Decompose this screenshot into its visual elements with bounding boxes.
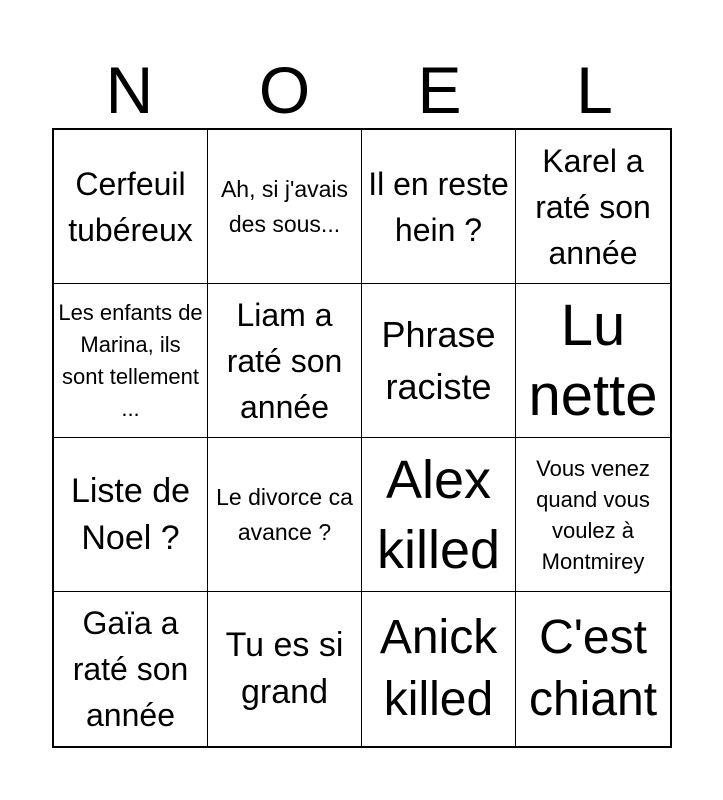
- bingo-cell[interactable]: [54, 284, 208, 438]
- cell-text: Il en reste hein ?: [368, 165, 509, 248]
- bingo-cell[interactable]: [362, 438, 516, 592]
- cell-text: Le divorce ca avance ?: [216, 483, 353, 545]
- cell-text: Les enfants de Marina, ils sont tellement ...: [58, 299, 203, 421]
- bingo-cell[interactable]: [208, 130, 362, 284]
- bingo-cell[interactable]: [362, 592, 516, 746]
- bingo-cell[interactable]: [516, 284, 670, 438]
- header-letter-e: E: [417, 53, 462, 127]
- bingo-cell[interactable]: [362, 284, 516, 438]
- bingo-header: [52, 52, 672, 128]
- bingo-cell[interactable]: [516, 592, 670, 746]
- cell-text: Karel a raté son année: [535, 142, 651, 271]
- cell-text: Phrase raciste: [381, 313, 496, 407]
- cell-text: Liste de Noel ?: [70, 471, 191, 557]
- cell-text: Liam a raté son année: [226, 296, 343, 425]
- cell-text: Tu es si grand: [225, 626, 344, 711]
- cell-text: Vous venez quand vous voulez à Montmirey: [536, 455, 650, 574]
- header-letter-n: N: [105, 53, 154, 127]
- bingo-cell[interactable]: [516, 438, 670, 592]
- bingo-cell[interactable]: [54, 130, 208, 284]
- bingo-cell[interactable]: [208, 592, 362, 746]
- bingo-cell[interactable]: [54, 592, 208, 746]
- bingo-cell[interactable]: [362, 130, 516, 284]
- cell-text: Anick killed: [379, 611, 498, 726]
- header-letter-l: L: [576, 53, 613, 127]
- cell-text: C'est chiant: [528, 611, 658, 726]
- cell-text: Gaïa a raté son année: [72, 605, 189, 733]
- bingo-cell[interactable]: [208, 438, 362, 592]
- bingo-cell[interactable]: [516, 130, 670, 284]
- cell-text: Cerfeuil tubéreux: [68, 165, 193, 248]
- header-letter-o: O: [258, 53, 311, 127]
- bingo-cell[interactable]: [208, 284, 362, 438]
- cell-text: Lu nette: [528, 292, 658, 428]
- cell-text: Ah, si j'avais des sous...: [220, 175, 349, 237]
- cell-text: Alex killed: [376, 449, 501, 580]
- bingo-cell[interactable]: [54, 438, 208, 592]
- bingo-board: [52, 128, 672, 748]
